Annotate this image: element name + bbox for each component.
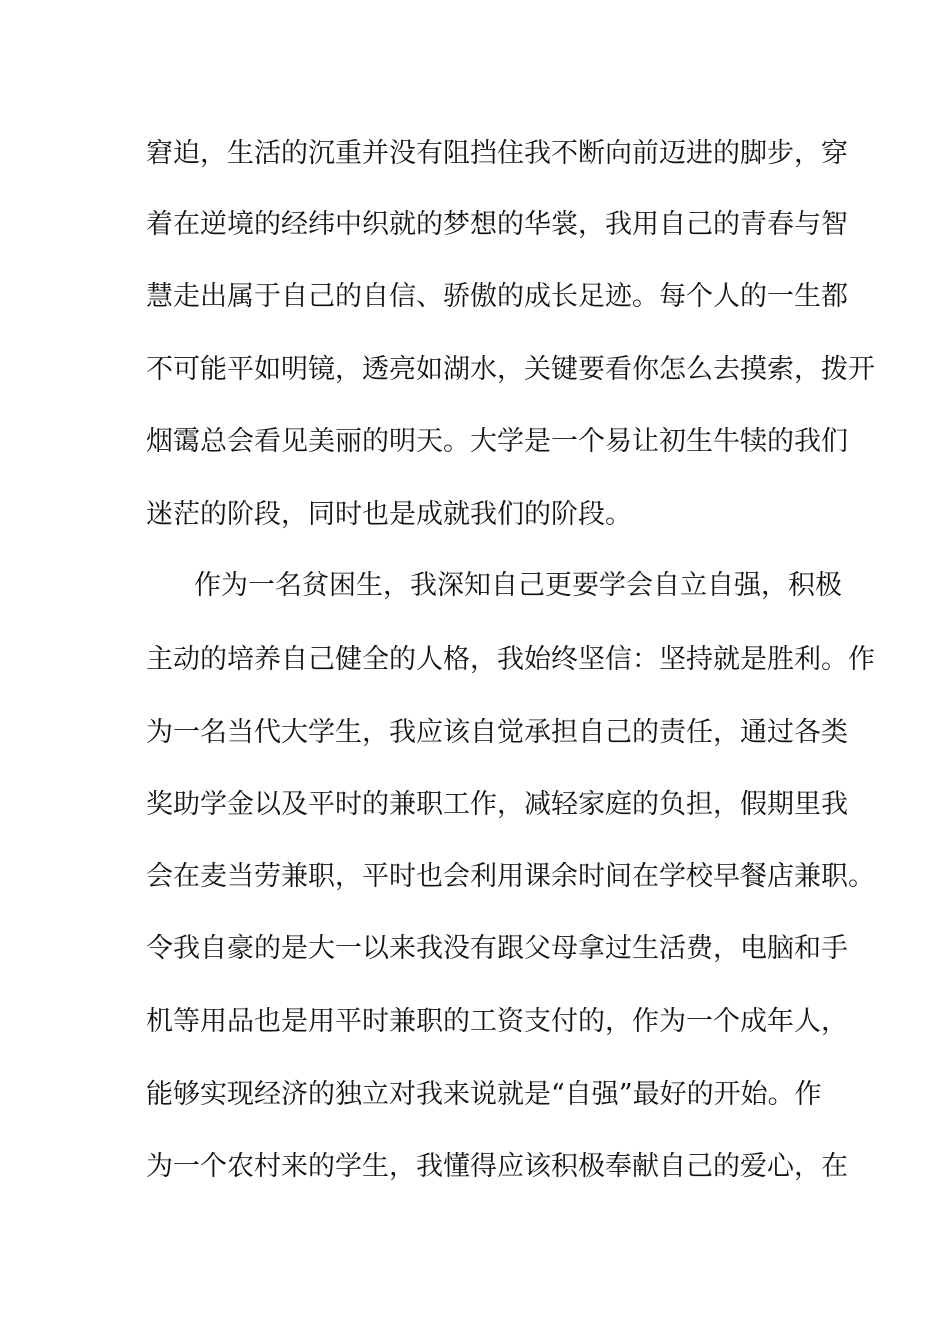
text-line-4: 不可能平如明镜，透亮如湖水，关键要看你怎么去摸索，拨开 xyxy=(146,354,875,385)
text-line-6: 迷茫的阶段，同时也是成就我们的阶段。 xyxy=(146,499,632,530)
text-line-3: 慧走出属于自己的自信、骄傲的成长足迹。每个人的一生都 xyxy=(146,281,848,312)
text-line-2: 着在逆境的经纬中织就的梦想的华裳，我用自己的青春与智 xyxy=(146,209,848,240)
text-line-7: 作为一名贫困生，我深知自己更要学会自立自强，积极 xyxy=(194,570,842,601)
text-line-14: 能够实现经济的独立对我来说就是“自强”最好的开始。作 xyxy=(146,1079,822,1110)
text-line-8: 主动的培养自己健全的人格，我始终坚信：坚持就是胜利。作 xyxy=(146,644,875,675)
text-line-12: 令我自豪的是大一以来我没有跟父母拿过生活费，电脑和手 xyxy=(146,933,848,964)
text-line-5: 烟霭总会看见美丽的明天。大学是一个易让初生牛犊的我们 xyxy=(146,426,848,457)
text-line-15: 为一个农村来的学生，我懂得应该积极奉献自己的爱心，在 xyxy=(146,1151,848,1182)
text-line-10: 奖助学金以及平时的兼职工作，减轻家庭的负担，假期里我 xyxy=(146,789,848,820)
text-line-1: 窘迫，生活的沉重并没有阻挡住我不断向前迈进的脚步，穿 xyxy=(146,138,848,169)
text-line-13: 机等用品也是用平时兼职的工资支付的，作为一个成年人， xyxy=(146,1006,848,1037)
text-line-11: 会在麦当劳兼职，平时也会利用课余时间在学校早餐店兼职。 xyxy=(146,861,875,892)
text-line-9: 为一名当代大学生，我应该自觉承担自己的责任，通过各类 xyxy=(146,717,848,748)
